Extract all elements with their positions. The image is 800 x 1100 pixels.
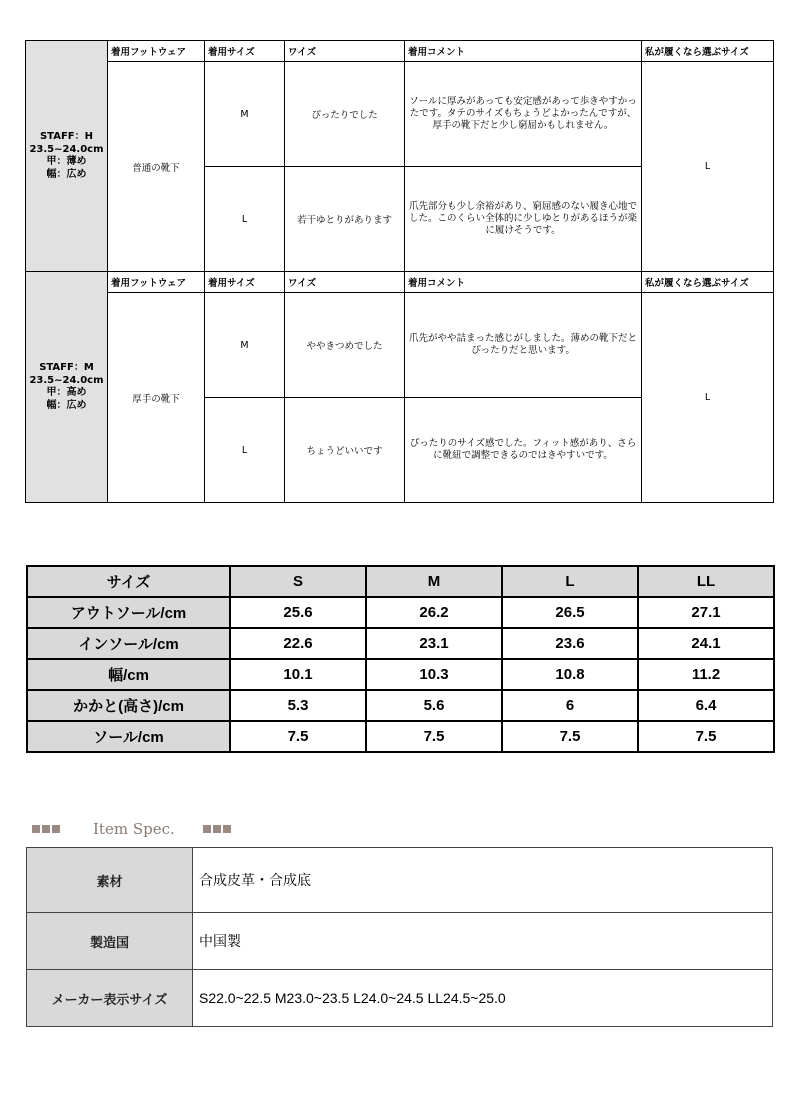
item-spec-heading [32,818,233,840]
size-value: 6.4 [638,690,774,721]
recommended-size-cell: L [642,62,774,272]
size-cell: L [205,167,285,272]
size-value: 7.5 [230,721,366,752]
size-cell: L [205,398,285,503]
size-row [27,597,774,628]
header-comment: 着用コメント [405,272,642,293]
size-value: 5.6 [366,690,502,721]
comment-cell: ソールに厚みがあっても安定感があって歩きやすかったです。タテのサイズもちょうどよかったんですが、厚手の靴下だと少し窮屈かもしれません。 [405,62,642,167]
size-row-label: かかと(高さ)/cm [27,690,230,721]
square-decoration-icon [203,825,233,833]
spec-value: S22.0~22.5 M23.0~23.5 L24.0~24.5 LL24.5~25.0 [193,970,773,1027]
size-value: 24.1 [638,628,774,659]
size-column-header: M [366,566,502,597]
size-row-label: 幅/cm [27,659,230,690]
staff-review-table [25,40,774,503]
spec-key: メーカー表示サイズ [27,970,193,1027]
size-row [27,721,774,752]
size-row-label: インソール/cm [27,628,230,659]
width-cell: ちょうどいいです [285,398,405,503]
review-header-row [26,272,774,293]
size-value: 7.5 [502,721,638,752]
size-value: 7.5 [638,721,774,752]
width-cell: ぴったりでした [285,62,405,167]
review-header-row [26,41,774,62]
size-value: 11.2 [638,659,774,690]
spec-key: 製造国 [27,913,193,970]
header-recommended-size: 私が履くなら選ぶサイズ [642,272,774,293]
header-footwear: 着用フットウェア [108,41,205,62]
size-value: 25.6 [230,597,366,628]
size-header-row [27,566,774,597]
width-cell: 若干ゆとりがあります [285,167,405,272]
comment-cell: 爪先部分も少し余裕があり、窮屈感のない履き心地でした。このくらい全体的に少しゆとりがあるほうが楽に履けそうです。 [405,167,642,272]
header-footwear: 着用フットウェア [108,272,205,293]
spec-row [27,848,773,913]
item-spec-table [26,847,773,1027]
spec-row [27,913,773,970]
width-cell: ややきつめでした [285,293,405,398]
square-decoration-icon [32,825,62,833]
size-cell: M [205,293,285,398]
footwear-cell: 厚手の靴下 [108,293,205,503]
recommended-size-cell: L [642,293,774,503]
size-row [27,690,774,721]
size-row-label: ソール/cm [27,721,230,752]
size-value: 10.8 [502,659,638,690]
spec-key: 素材 [27,848,193,913]
size-value: 10.1 [230,659,366,690]
review-row [26,293,774,398]
header-size: 着用サイズ [205,272,285,293]
size-value: 26.2 [366,597,502,628]
size-table [26,565,775,753]
size-value: 22.6 [230,628,366,659]
size-corner-header: サイズ [27,566,230,597]
size-row [27,659,774,690]
size-value: 23.1 [366,628,502,659]
staff-label: STAFF：M 23.5~24.0cm 甲：高め 幅：広め [26,272,108,503]
item-spec-title: Item Spec. [93,820,175,838]
header-size: 着用サイズ [205,41,285,62]
header-recommended-size: 私が履くなら選ぶサイズ [642,41,774,62]
size-value: 27.1 [638,597,774,628]
size-cell: M [205,62,285,167]
size-value: 7.5 [366,721,502,752]
size-value: 5.3 [230,690,366,721]
size-value: 23.6 [502,628,638,659]
header-width: ワイズ [285,41,405,62]
size-row [27,628,774,659]
header-width: ワイズ [285,272,405,293]
size-column-header: S [230,566,366,597]
size-column-header: LL [638,566,774,597]
comment-cell: 爪先がやや詰まった感じがしました。薄めの靴下だとぴったりだと思います。 [405,293,642,398]
footwear-cell: 普通の靴下 [108,62,205,272]
size-row-label: アウトソール/cm [27,597,230,628]
spec-row [27,970,773,1027]
comment-cell: ぴったりのサイズ感でした。フィット感があり、さらに靴紐で調整できるのではきやすいです。 [405,398,642,503]
size-value: 6 [502,690,638,721]
size-value: 10.3 [366,659,502,690]
header-comment: 着用コメント [405,41,642,62]
size-column-header: L [502,566,638,597]
size-value: 26.5 [502,597,638,628]
review-row [26,62,774,167]
staff-label: STAFF：H 23.5~24.0cm 甲：薄め 幅：広め [26,41,108,272]
spec-value: 中国製 [193,913,773,970]
spec-value: 合成皮革・合成底 [193,848,773,913]
